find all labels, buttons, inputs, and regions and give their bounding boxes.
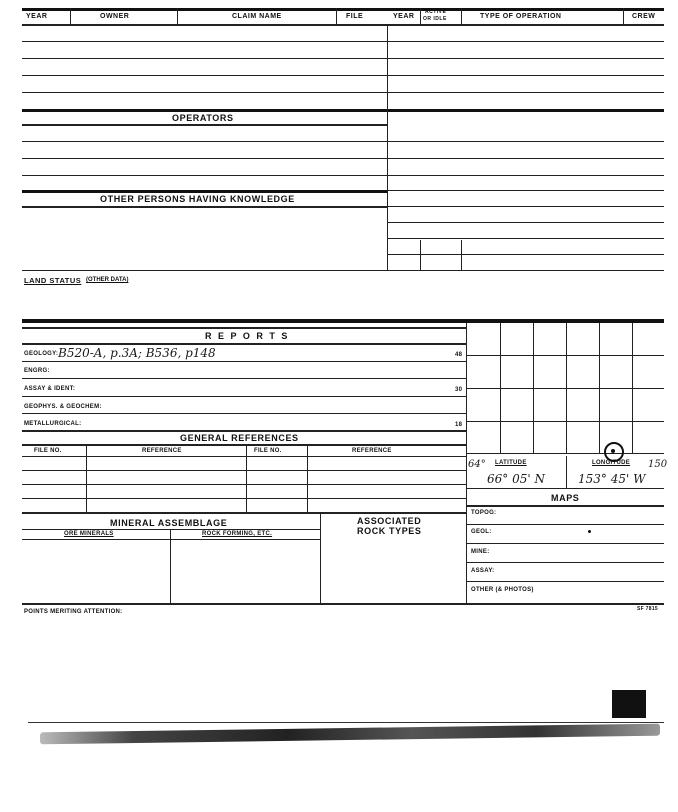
geophys-label: GEOPHYS. & GEOCHEM:: [24, 404, 102, 410]
gr-col-file-no-2: FILE NO.: [254, 448, 282, 454]
reports-top-rule: [22, 319, 664, 323]
col-crew: CREW: [632, 13, 656, 20]
col-or-idle: OR IDLE: [423, 16, 447, 22]
col-year-2: YEAR: [393, 13, 415, 20]
assay-label: ASSAY & IDENT:: [24, 386, 76, 392]
engrg-label: ENGRG:: [24, 368, 50, 374]
col-file: FILE: [346, 13, 364, 20]
maps-topog: TOPOG:: [471, 510, 497, 516]
metallurgical-num: 18: [455, 422, 463, 428]
col-active: ACTIVE: [425, 9, 447, 15]
longitude-label: LONGITUDE: [592, 460, 631, 466]
latitude-value: 66° 05' N: [487, 472, 545, 486]
associated-label: ASSOCIATED: [357, 516, 422, 526]
longitude-value: 153° 45' W: [578, 472, 646, 486]
rock-types-label: ROCK TYPES: [357, 526, 422, 536]
reports-right-divider: [466, 323, 467, 603]
geology-label: GEOLOGY:: [24, 351, 59, 357]
geology-num: 48: [455, 352, 463, 358]
col-type-of-operation: TYPE OF OPERATION: [480, 13, 562, 20]
gr-col-reference-1: REFERENCE: [142, 448, 182, 454]
assay-num: 30: [455, 387, 463, 393]
rock-forming-label: ROCK FORMING, ETC.: [202, 531, 273, 537]
maps-geol: GEOL:: [471, 529, 492, 535]
maps-other: OTHER (& PHOTOS): [471, 587, 534, 593]
lon-deg-note: 150: [648, 459, 668, 470]
gr-col-reference-2: REFERENCE: [352, 448, 392, 454]
table-top-rule: [22, 8, 664, 11]
points-meriting-attention: POINTS MERITING ATTENTION:: [24, 609, 123, 615]
col-owner: OWNER: [100, 13, 130, 20]
latitude-label: LATITUDE: [495, 460, 527, 466]
geology-value: B520-A, p.3A; B536, p148: [58, 346, 216, 360]
maps-heading: MAPS: [551, 493, 580, 503]
ore-minerals-label: ORE MINERALS: [64, 531, 114, 537]
land-status-sub: (OTHER DATA): [86, 277, 129, 283]
mineral-assemblage-heading: MINERAL ASSEMBLAGE: [110, 518, 228, 528]
scan-smudge: [40, 724, 660, 745]
lat-deg-note: 64°: [468, 459, 486, 470]
maps-mine: MINE:: [471, 549, 490, 555]
center-divider: [387, 24, 388, 270]
scan-black-tab: [612, 690, 646, 718]
gr-col-file-no-1: FILE NO.: [34, 448, 62, 454]
reports-heading: R E P O R T S: [205, 331, 290, 341]
reports-bottom-rule: [22, 603, 664, 605]
other-persons-heading: OTHER PERSONS HAVING KNOWLEDGE: [100, 194, 295, 204]
land-status-label: LAND STATUS: [24, 276, 82, 285]
col-year: YEAR: [26, 13, 48, 20]
operators-heading: OPERATORS: [172, 113, 234, 123]
form-number: SF 7815: [637, 606, 659, 612]
general-references-heading: GENERAL REFERENCES: [180, 433, 299, 443]
header-rule: [22, 24, 664, 26]
col-claim-name: CLAIM NAME: [232, 13, 282, 20]
maps-assay: ASSAY:: [471, 568, 495, 574]
metallurgical-label: METALLURGICAL:: [24, 421, 82, 427]
